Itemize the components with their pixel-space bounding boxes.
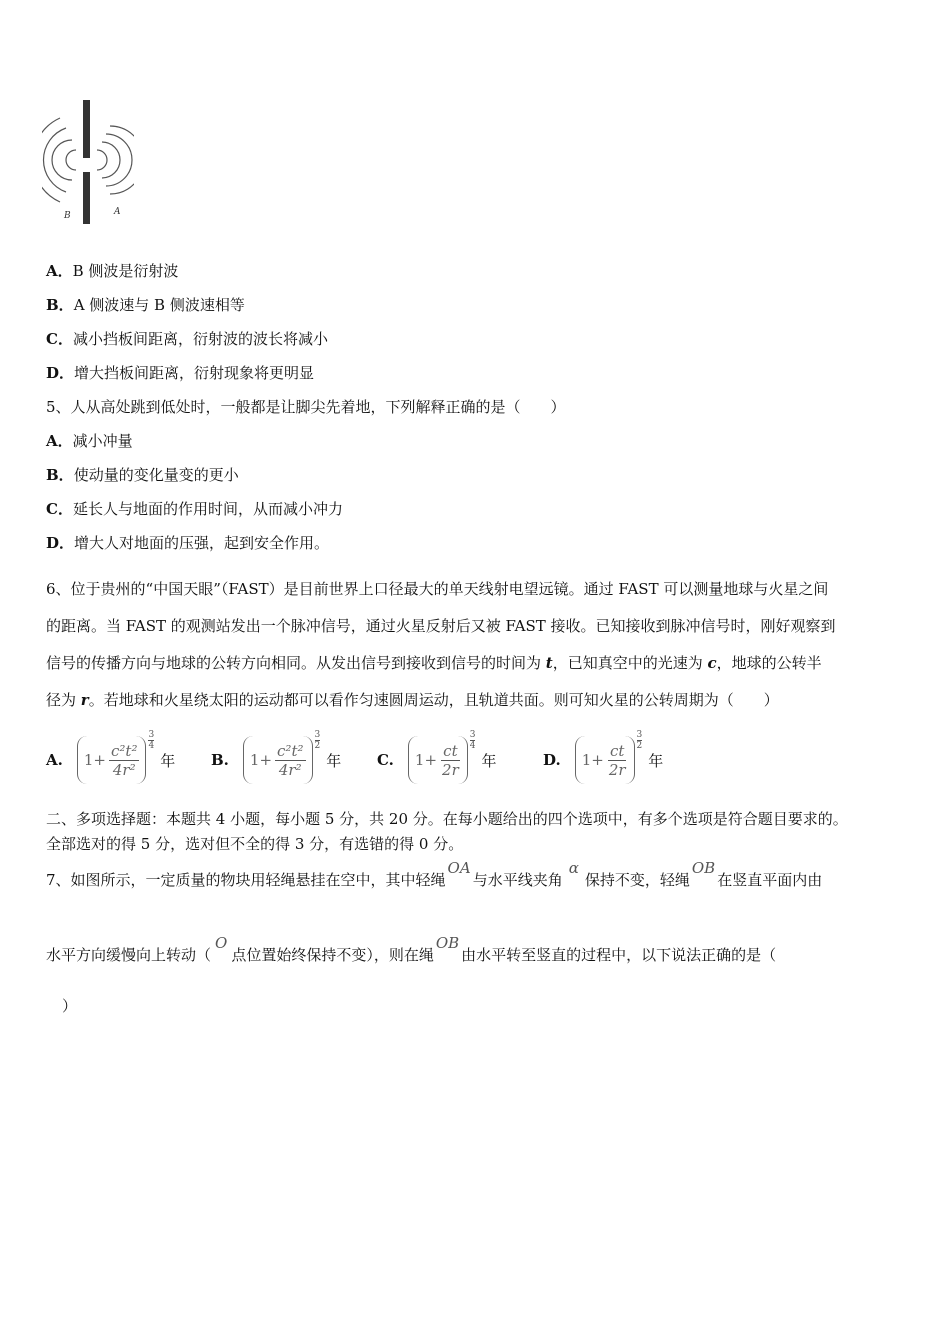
option-label: B. [211,751,229,769]
unit: 年 [481,751,497,770]
fraction [275,742,305,779]
unit: 年 [648,751,664,770]
denominator: 2r [442,760,459,779]
q7-text: 与水平线夹角 [472,871,563,889]
q4-option-d [46,363,314,383]
option-label: C. [377,751,394,769]
q5-option-d [46,533,329,553]
numerator: c²t² [111,741,138,760]
option-text: 减小挡板间距离，衍射波的波长将减小 [72,330,328,348]
q7-text: 由水平转至竖直的过程中，以下说法正确的是（ [461,946,777,964]
option-label: A． [46,262,73,280]
q6-text: ，已知真空中的光速为 [552,654,708,672]
formula-one: 1+ [414,751,438,769]
numerator: ct [609,741,625,760]
q5-option-c [46,499,343,519]
exp-num: 3 [636,729,643,740]
q6-option-d [543,729,664,788]
q5-option-b [46,465,239,485]
figure-label-a: A [114,207,121,217]
q5-option-a [46,431,133,451]
q6-text: 信号的传播方向与地球的公转方向相同。从发出信号到接收到信号的时间为 [46,654,546,672]
diffraction-figure [42,98,134,228]
q7-text: 保持不变，轻绳 [584,871,690,889]
q6-text: ，地球的公转半 [716,654,822,672]
option-label: A. [46,751,63,769]
q6-option-a [46,729,176,788]
formula [575,736,635,784]
q7-line-2 [46,935,776,975]
q6-option-c [377,729,497,788]
option-label: D. [543,751,561,769]
q4-option-b [46,295,245,315]
var-r: r [80,691,89,709]
q5-stem: 5、人从高处跳到低处时，一般都是让脚尖先着地，下列解释正确的是（ ） [46,398,566,416]
q6-text: 。若地球和火星绕太阳的运动都可以看作匀速圆周运动，且轨道共面。则可知火星的公转周期为（ ） [88,691,779,709]
barrier-top [83,100,90,158]
q6-line-4 [46,690,779,710]
formula [243,736,313,784]
option-label: C． [46,330,73,348]
formula [408,736,468,784]
exp-num: 3 [314,729,321,740]
exponent [148,730,154,751]
unit: 年 [326,751,342,770]
q7-text: 水平方向缓慢向上转动（ [46,946,212,964]
var-oa: OA [447,859,471,877]
exponent [470,730,476,751]
option-text: 减小冲量 [72,432,133,450]
q6-line-3 [46,653,822,673]
option-label: B． [46,296,74,314]
option-label: A． [46,432,73,450]
section2-line-2: 全部选对的得 5 分，选对但不全的得 3 分，有选错的得 0 分。 [46,835,464,853]
exp-den: 2 [636,740,643,751]
formula-one: 1+ [83,751,106,769]
q7-line-3: ） [62,997,78,1015]
q4-option-c [46,329,328,349]
formula-one: 1+ [581,751,604,769]
q6-line-2: 的距离。当 FAST 的观测站发出一个脉冲信号，通过火星反射后又被 FAST 接收。已知接收到脉冲信号时，刚好观察到 [46,617,836,635]
numerator: ct [443,741,458,760]
option-text: 延长人与地面的作用时间，从而减小冲力 [72,500,343,518]
exp-num: 3 [469,729,476,740]
denominator: 4r² [278,760,302,779]
q6-line-1: 6、位于贵州的“中国天眼”（FAST）是目前世界上口径最大的单天线射电望远镜。通过 FAST 可以测量地球与火星之间 [46,580,829,598]
q7-text: 7、如图所示，一定质量的物块用轻绳悬挂在空中，其中轻绳 [46,871,446,889]
var-t: t [545,654,553,672]
q7-text: 点位置始终保持不变），则在绳 [231,946,434,964]
formula [77,736,147,784]
q6-option-b [211,729,342,788]
q7-line-1 [46,860,822,900]
q7-text: 在竖直平面内由 [717,871,823,889]
exp-num: 3 [148,729,155,740]
exp-den: 4 [148,740,155,751]
option-label: D． [46,534,75,552]
var-ob: OB [691,859,716,877]
fraction [440,742,461,779]
option-label: C． [46,500,73,518]
denominator: 2r [608,760,626,779]
exponent [637,730,643,751]
q6-text: 径为 [46,691,81,709]
option-text: B 侧波是衍射波 [72,262,179,280]
exp-den: 4 [469,740,476,751]
exponent [315,730,321,751]
denominator: 4r² [112,760,136,779]
barrier-bottom [83,172,90,224]
option-label: D． [46,364,75,382]
option-text: 使动量的变化量变的更小 [73,466,239,484]
section2-line-1: 二、多项选择题：本题共 4 小题，每小题 5 分，共 20 分。在每小题给出的四个选项中，有多个选项是符合题目要求的。 [46,810,848,828]
fraction [607,742,628,779]
option-text: A 侧波速与 B 侧波速相等 [73,296,245,314]
var-o: O [215,934,228,952]
option-text: 增大人对地面的压强，起到安全作用。 [74,534,330,552]
numerator: c²t² [277,741,304,760]
var-alpha: α [568,859,579,877]
option-label: B． [46,466,74,484]
exp-den: 2 [314,740,321,751]
var-ob2: OB [435,934,460,952]
option-text: 增大挡板间距离，衍射现象将更明显 [74,364,315,382]
fraction [109,742,139,779]
q4-option-a [46,261,178,281]
formula-one: 1+ [249,751,273,769]
unit: 年 [160,751,176,770]
var-c: c [707,654,717,672]
figure-label-b: B [64,211,71,221]
